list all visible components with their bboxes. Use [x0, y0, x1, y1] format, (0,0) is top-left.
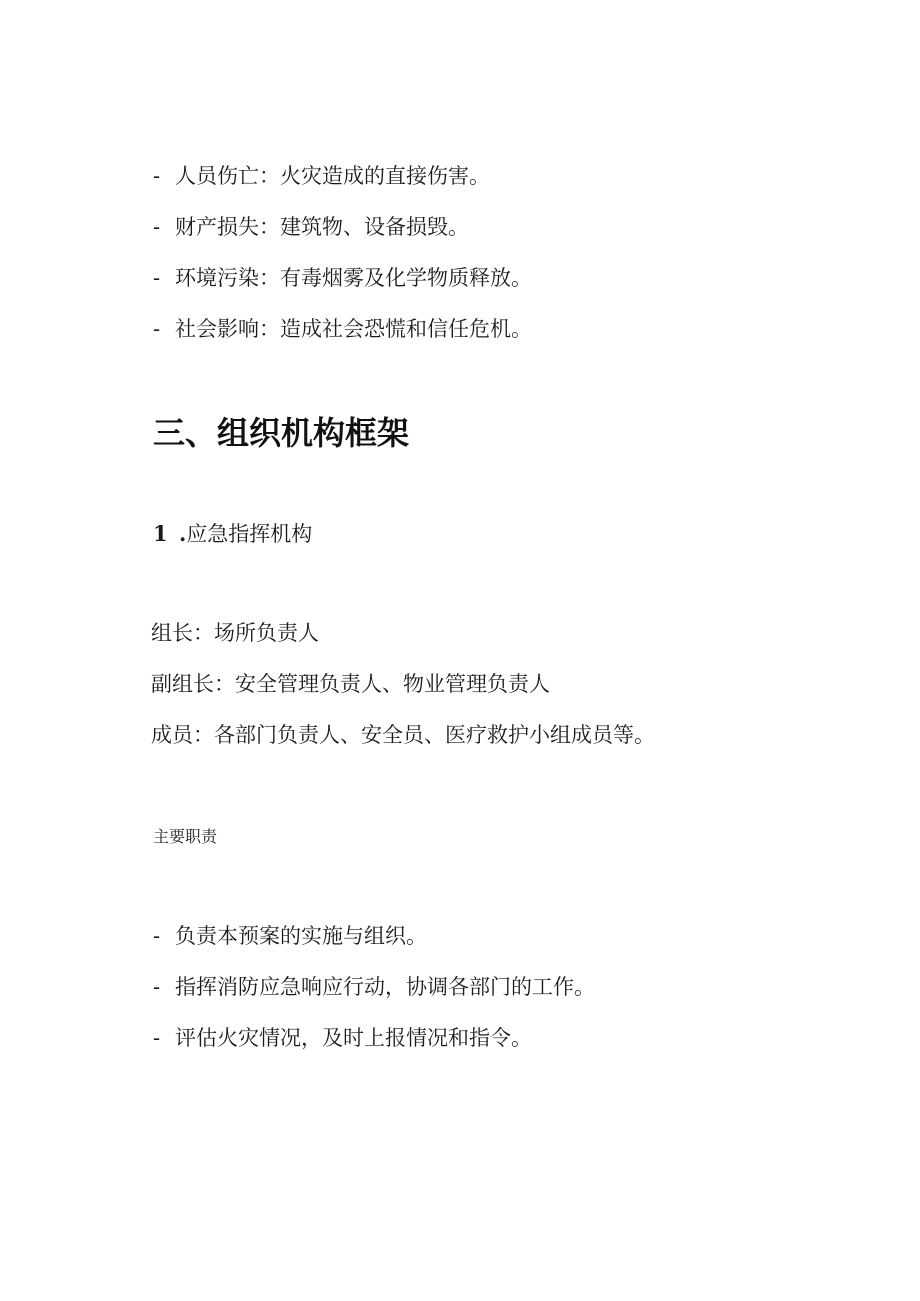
list-item-text: 人员伤亡：火灾造成的直接伤害。 — [175, 164, 490, 188]
list-item-text: 评估火灾情况，及时上报情况和指令。 — [175, 1026, 532, 1050]
list-dash: - — [153, 215, 161, 239]
subsection-number: 1 — [153, 521, 168, 546]
impact-item-environment — [153, 264, 532, 292]
list-dash: - — [153, 924, 161, 948]
member-members: 成员：各部门负责人、安全员、医疗救护小组成员等。 — [151, 723, 655, 747]
impact-item-casualties — [153, 162, 490, 190]
list-dash: - — [153, 266, 161, 290]
subsection-title: 应急指挥机构 — [186, 522, 313, 546]
list-dash: - — [153, 1026, 161, 1050]
list-dash: - — [153, 317, 161, 341]
subsection-heading — [153, 520, 312, 548]
impact-item-property — [153, 213, 469, 241]
duty-item-implement — [153, 922, 427, 950]
list-dash: - — [153, 975, 161, 999]
list-item-text: 指挥消防应急响应行动，协调各部门的工作。 — [175, 975, 595, 999]
list-dash: - — [153, 164, 161, 188]
duty-item-command — [153, 973, 595, 1001]
list-item-text: 负责本预案的实施与组织。 — [175, 924, 427, 948]
duty-item-assess — [153, 1024, 532, 1052]
section-heading: 三、组织机构框架 — [153, 414, 410, 452]
duties-heading: 主要职责 — [153, 827, 218, 846]
list-item-text: 财产损失：建筑物、设备损毁。 — [175, 215, 469, 239]
member-leader: 组长：场所负责人 — [151, 621, 319, 645]
member-deputy-leader: 副组长：安全管理负责人、物业管理负责人 — [151, 672, 550, 696]
list-item-text: 环境污染：有毒烟雾及化学物质释放。 — [175, 266, 532, 290]
subsection-dot: . — [179, 521, 187, 546]
list-item-text: 社会影响：造成社会恐慌和信任危机。 — [175, 317, 532, 341]
impact-item-society — [153, 315, 532, 343]
